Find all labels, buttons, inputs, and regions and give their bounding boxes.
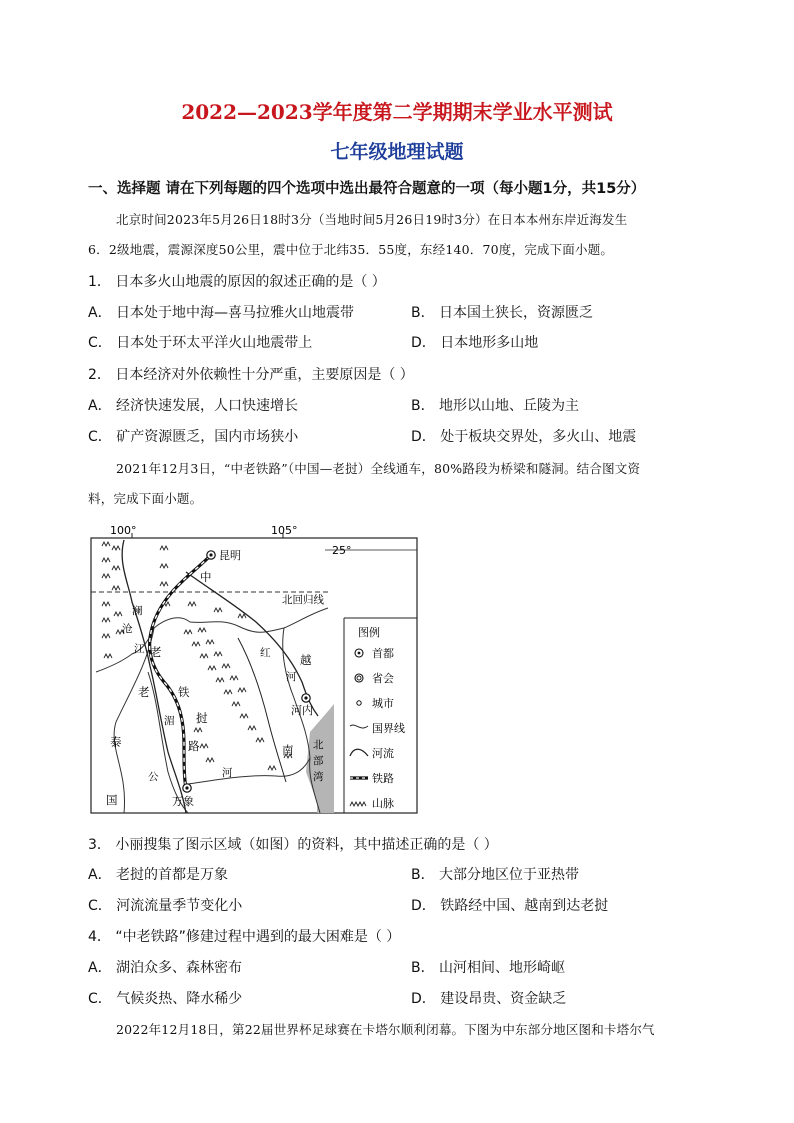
passage2-line2: 料，完成下面小题。 — [88, 491, 203, 506]
exam-subtitle: 七年级地理试题 — [330, 141, 464, 163]
question-2-option-d: D． 处于板块交界处，多火山、地震 — [411, 429, 637, 445]
legend-title: 图例 — [358, 626, 380, 639]
question-1-stem: 1． 日本多火山地震的原因的叙述正确的是（ ） — [88, 274, 386, 290]
kunming-label: 昆明 — [219, 549, 241, 562]
red-river-char-2: 河 — [286, 671, 297, 683]
question-2-stem: 2． 日本经济对外依赖性十分严重，主要原因是（ ） — [88, 367, 414, 383]
laos-char-2: 挝 — [196, 711, 208, 725]
beibu-char-2: 部 — [313, 755, 324, 767]
passage3-line1: 2022年12月18日，第22届世界杯足球赛在卡塔尔顺利闭幕。下图为中东部分地区图和卡塔尔气 — [116, 1022, 655, 1037]
legend-capital: 首都 — [372, 647, 394, 660]
red-river-char-1: 红 — [260, 647, 271, 659]
question-3-option-c: C． 河流流量季节变化小 — [88, 898, 243, 914]
mekong-char-2: 公 — [148, 771, 159, 783]
question-3-option-b: B． 大部分地区位于亚热带 — [411, 867, 580, 883]
question-4-option-a: A． 湖泊众多、森林密布 — [88, 960, 243, 976]
mekong-char-3: 河 — [222, 767, 233, 779]
vietnam-char-2: 南 — [282, 743, 294, 757]
vietnam-char-1: 越 — [300, 653, 312, 667]
question-2-option-c: C． 矿产资源匮乏，国内市场狭小 — [88, 429, 299, 445]
question-4-option-b: B． 山河相间、地形崎岖 — [411, 960, 566, 976]
beibu-char-1: 北 — [313, 739, 324, 751]
passage1-line1: 北京时间2023年5月26日18时3分（当地时间5月26日19时3分）在日本本州东岸近海发生 — [116, 212, 628, 227]
china-laos-railway-map — [88, 522, 448, 818]
question-4-option-c: C． 气候炎热、降水稀少 — [88, 991, 243, 1007]
beibu-char-3: 湾 — [313, 771, 324, 783]
railway-char-2: 铁 — [178, 685, 190, 699]
laos-char: 老 — [138, 685, 150, 699]
map-frame — [91, 538, 417, 813]
question-3-option-d: D． 铁路经中国、越南到达老挝 — [411, 898, 609, 914]
lon-105-label: 105° — [271, 524, 298, 537]
lancang-char-2: 沧 — [122, 623, 133, 635]
legend-border: 国界线 — [372, 722, 405, 735]
question-1-option-b: B． 日本国土狭长，资源匮乏 — [411, 305, 594, 321]
legend-provincial-capital: 省会 — [372, 672, 394, 685]
vientiane-label: 万象 — [172, 795, 194, 808]
question-1-option-d: D． 日本地形多山地 — [411, 335, 539, 351]
question-3-stem: 3． 小丽搜集了图示区域（如图）的资料，其中描述正确的是（ ） — [88, 837, 498, 853]
china-label: 中 — [200, 570, 212, 584]
thailand-char-1: 泰 — [110, 735, 122, 749]
railway-char-1: 老 — [150, 645, 162, 659]
exam-title: 2022—2023学年度第二学期期末学业水平测试 — [181, 100, 613, 124]
lancang-char-3: 江 — [134, 643, 145, 655]
question-2-option-a: A． 经济快速发展，人口快速增长 — [88, 398, 299, 414]
legend-city: 城市 — [372, 697, 394, 710]
legend-mountain: 山脉 — [372, 797, 394, 810]
passage2-line1: 2021年12月3日，“中老铁路”（中国—老挝）全线通车，80%路段为桥梁和隧洞。结合图文资 — [116, 461, 641, 476]
legend-railway: 铁路 — [372, 772, 394, 785]
lon-100-label: 100° — [110, 524, 137, 537]
lat-25-label: 25° — [332, 544, 352, 557]
lancang-char-1: 澜 — [132, 605, 143, 617]
passage1-line2: 6．2级地震，震源深度50公里，震中位于北纬35．55度，东经140．70度，完成下面小题。 — [88, 242, 614, 257]
question-2-option-b: B． 地形以山地、丘陵为主 — [411, 398, 580, 414]
question-4-stem: 4． “中老铁路”修建过程中遇到的最大困难是（ ） — [88, 929, 401, 945]
hanoi-marker — [302, 694, 310, 702]
question-3-option-a: A． 老挝的首都是万象 — [88, 867, 229, 883]
question-1-option-c: C． 日本处于环太平洋火山地震带上 — [88, 335, 313, 351]
thailand-char-2: 国 — [106, 793, 118, 807]
vientiane-marker — [183, 784, 191, 792]
question-4-option-d: D． 建设昂贵、资金缺乏 — [411, 991, 567, 1007]
question-1-option-a: A． 日本处于地中海—喜马拉雅火山地震带 — [88, 305, 355, 321]
railway-char-3: 路 — [188, 739, 200, 753]
legend-river: 河流 — [372, 747, 394, 760]
tropic-label: 北回归线 — [282, 594, 324, 606]
kunming-marker — [207, 551, 215, 559]
section-heading: 一、选择题 请在下列每题的四个选项中选出最符合题意的一项（每小题1分，共15分） — [88, 181, 646, 197]
hanoi-label: 河内 — [291, 704, 313, 717]
mekong-char-1: 湄 — [164, 715, 175, 727]
